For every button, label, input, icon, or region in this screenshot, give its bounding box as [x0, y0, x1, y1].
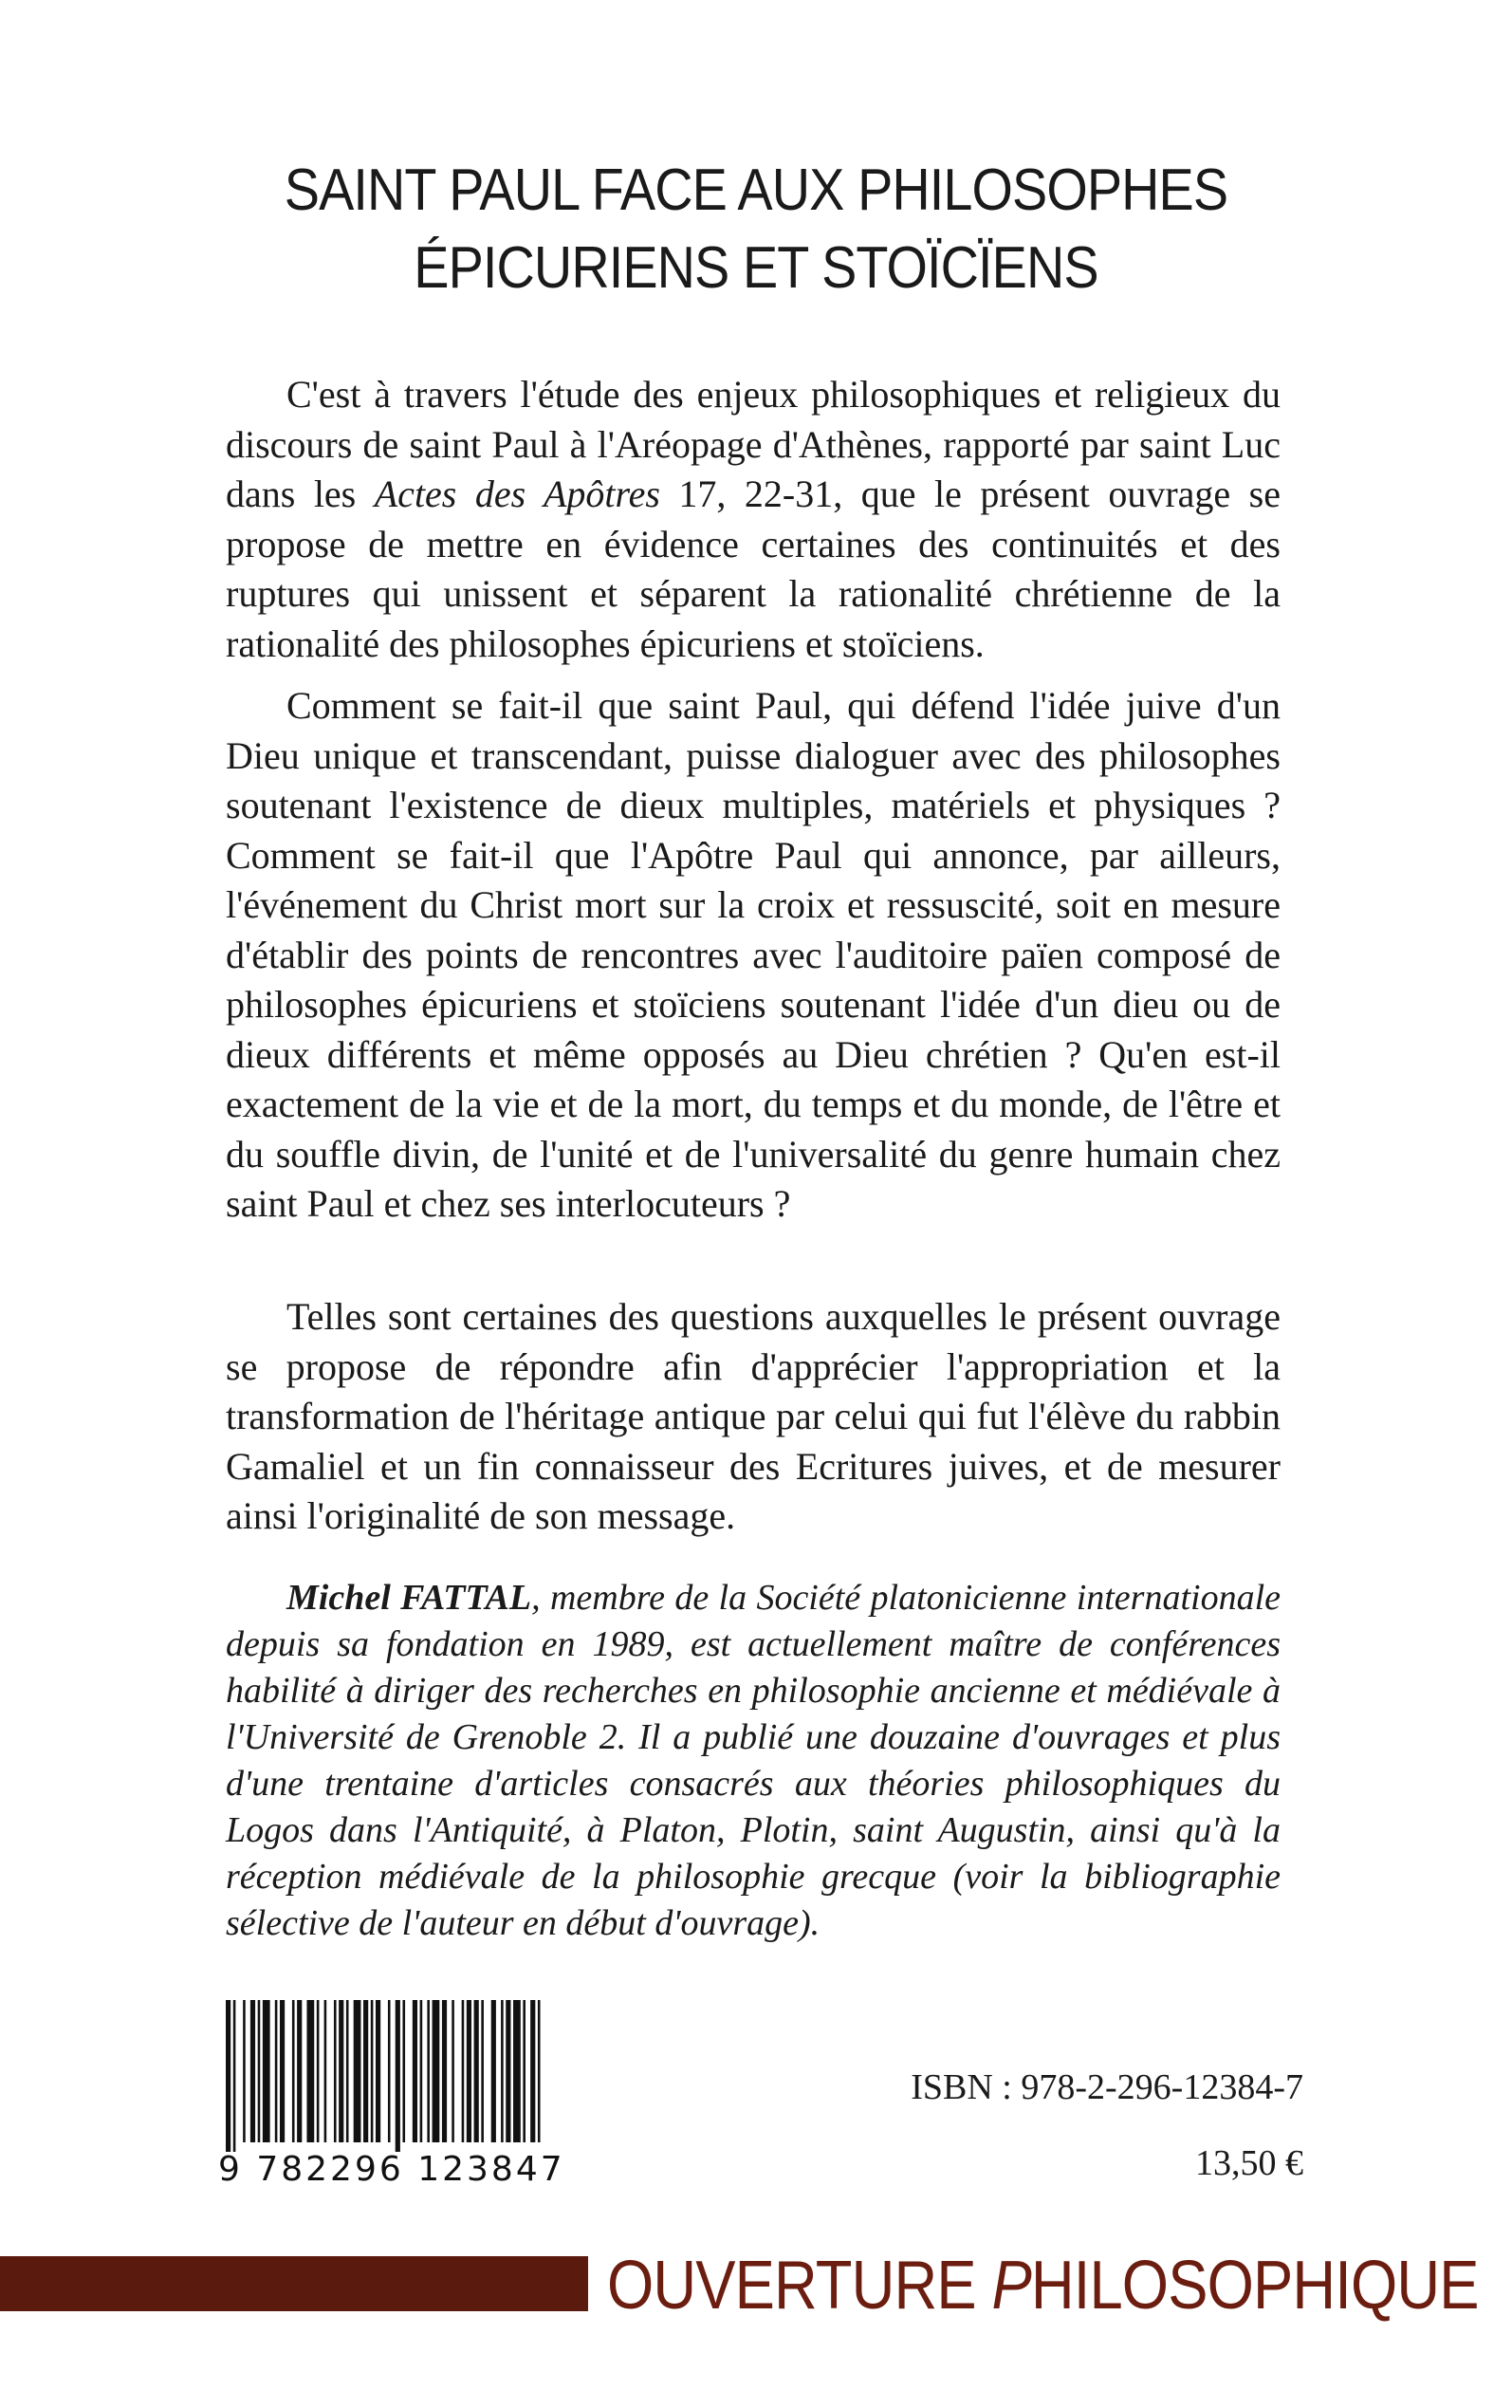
barcode-bar: [523, 2000, 526, 2142]
description-paragraph-3: [226, 1292, 1281, 1542]
barcode-bar: [442, 2000, 447, 2142]
barcode-bar: [306, 2000, 314, 2142]
barcode-bar: [250, 2000, 255, 2142]
paragraph-1-text-a: C'est à travers l'étude des enjeux philosophiques et religieux du discours de saint Paul à l'Aréopage d'Athènes, rapporté par saint Luc dans les: [226, 373, 1281, 515]
barcode-bar: [538, 2000, 541, 2142]
paragraph-3-text: Telles sont certaines des questions auxquelles le présent ouvrage se propose de répondre afin d'apprécier l'appropriation et la transformation de l'héritage antique par celui qui fut l'élève du rabbin Gamaliel et un fin connaisseur des Ecritures juives, et de mesurer ainsi l'originalité de son message.: [226, 1295, 1281, 1537]
paragraph-2-text: Comment se fait-il que saint Paul, qui défend l'idée juive d'un Dieu unique et transcendant, puisse dialoguer avec des philosophes soutenant l'existence de dieux multiples, matériels et physiques ? Comment se fait-il que l'Apôtre Paul qui annonce, par ailleurs, l'événement du Christ mort sur la croix et ressuscité, soit en mesure d'établir des points de rencontres avec l'auditoire païen composé de philosophes épicuriens et stoïciens soutenant l'idée d'un dieu ou de dieux différents et même opposés au Dieu chrétien ? Qu'en est-il exactement de la vie et de la mort, du temps et du monde, de l'être et du souffle divin, de l'unité et de l'universalité du genre humain chez saint Paul et chez ses interlocuteurs ?: [226, 684, 1281, 1225]
isbn: ISBN : 978-2-296-12384-7: [911, 2067, 1303, 2107]
barcode-bar: [334, 2000, 337, 2142]
barcode-bar: [376, 2000, 380, 2142]
barcode-bar: [226, 2000, 230, 2152]
barcode-bar: [427, 2000, 430, 2142]
barcode-graphic: [222, 2000, 549, 2152]
barcode-bar: [297, 2000, 302, 2142]
barcode-bar: [413, 2000, 417, 2142]
barcode-bar: [462, 2000, 465, 2142]
author-bio-text: , membre de la Société platonicienne internationale depuis sa fondation en 1989, est actuellement maître de conférences habilité à diriger des recherches en philosophie ancienne et médiévale à l'Université de Grenoble 2. Il a publié une douzaine d'ouvrages et plus d'une trentaine d'articles consacrés aux théories philosophiques du Logos dans l'Antiquité, à Platon, Plotin, saint Augustin, ainsi qu'à la réception médiévale de la philosophie grecque (voir la bibliographie sélective de l'auteur en début d'ouvrage).: [226, 1578, 1281, 1943]
barcode-bar: [354, 2000, 361, 2142]
barcode-bar: [317, 2000, 320, 2142]
barcode-bar: [506, 2000, 510, 2142]
barcode-bar: [263, 2000, 270, 2142]
barcode-bar: [243, 2000, 246, 2142]
series-name-part-1: OUVERTURE: [607, 2248, 992, 2324]
barcode-icon: [222, 2000, 549, 2152]
barcode-bar: [402, 2000, 405, 2142]
barcode-bar: [233, 2000, 236, 2152]
price: 13,50 €: [1195, 2143, 1303, 2183]
barcode-bar: [474, 2000, 479, 2142]
title-line-2: ÉPICURIENS ET STOÏCÏENS: [414, 235, 1098, 301]
barcode-bar: [396, 2000, 400, 2152]
barcode-bar: [339, 2000, 343, 2142]
barcode-bar: [275, 2000, 278, 2142]
barcode-bar: [292, 2000, 295, 2142]
barcode-bar: [258, 2000, 261, 2142]
series-name-part-2: P: [991, 2248, 1031, 2324]
author-name: Michel FATTAL: [286, 1578, 532, 1618]
barcode-bar: [481, 2000, 484, 2142]
description-paragraph-2: [226, 681, 1281, 1230]
barcode-digits: 9 782296 123847: [218, 2150, 565, 2189]
barcode-bar: [346, 2000, 349, 2142]
paragraph-1-text-b: 17, 22-31, que le présent ouvrage se propose de mettre en évidence certaines des continuités et des ruptures qui unissent et séparent la rationalité chrétienne de la rationalité des philosophes épicuriens et stoïciens.: [226, 472, 1281, 665]
series-name: [607, 2247, 1479, 2325]
barcode-bar: [452, 2000, 454, 2142]
barcode-bar: [420, 2000, 423, 2142]
barcode-bar: [491, 2000, 496, 2142]
barcode-bar: [363, 2000, 368, 2142]
barcode-bar: [371, 2000, 374, 2142]
barcode-bar: [388, 2000, 391, 2142]
description-paragraph-1: [226, 370, 1281, 669]
title-line-1: SAINT PAUL FACE AUX PHILOSOPHES: [284, 157, 1228, 223]
barcode-bar: [530, 2000, 535, 2142]
series-name-part-3: HILOSOPHIQUE: [1030, 2248, 1479, 2324]
barcode-bar: [467, 2000, 471, 2142]
barcode-bar: [513, 2000, 521, 2142]
barcode-bar: [501, 2000, 504, 2142]
series-color-bar: [0, 2256, 588, 2311]
paragraph-1-italic-title: Actes des Apôtres: [374, 472, 660, 515]
book-title: [76, 152, 1437, 307]
barcode-bar: [280, 2000, 285, 2142]
barcode-bar: [324, 2000, 327, 2142]
author-bio: [226, 1575, 1281, 1947]
barcode-bar: [433, 2000, 440, 2142]
